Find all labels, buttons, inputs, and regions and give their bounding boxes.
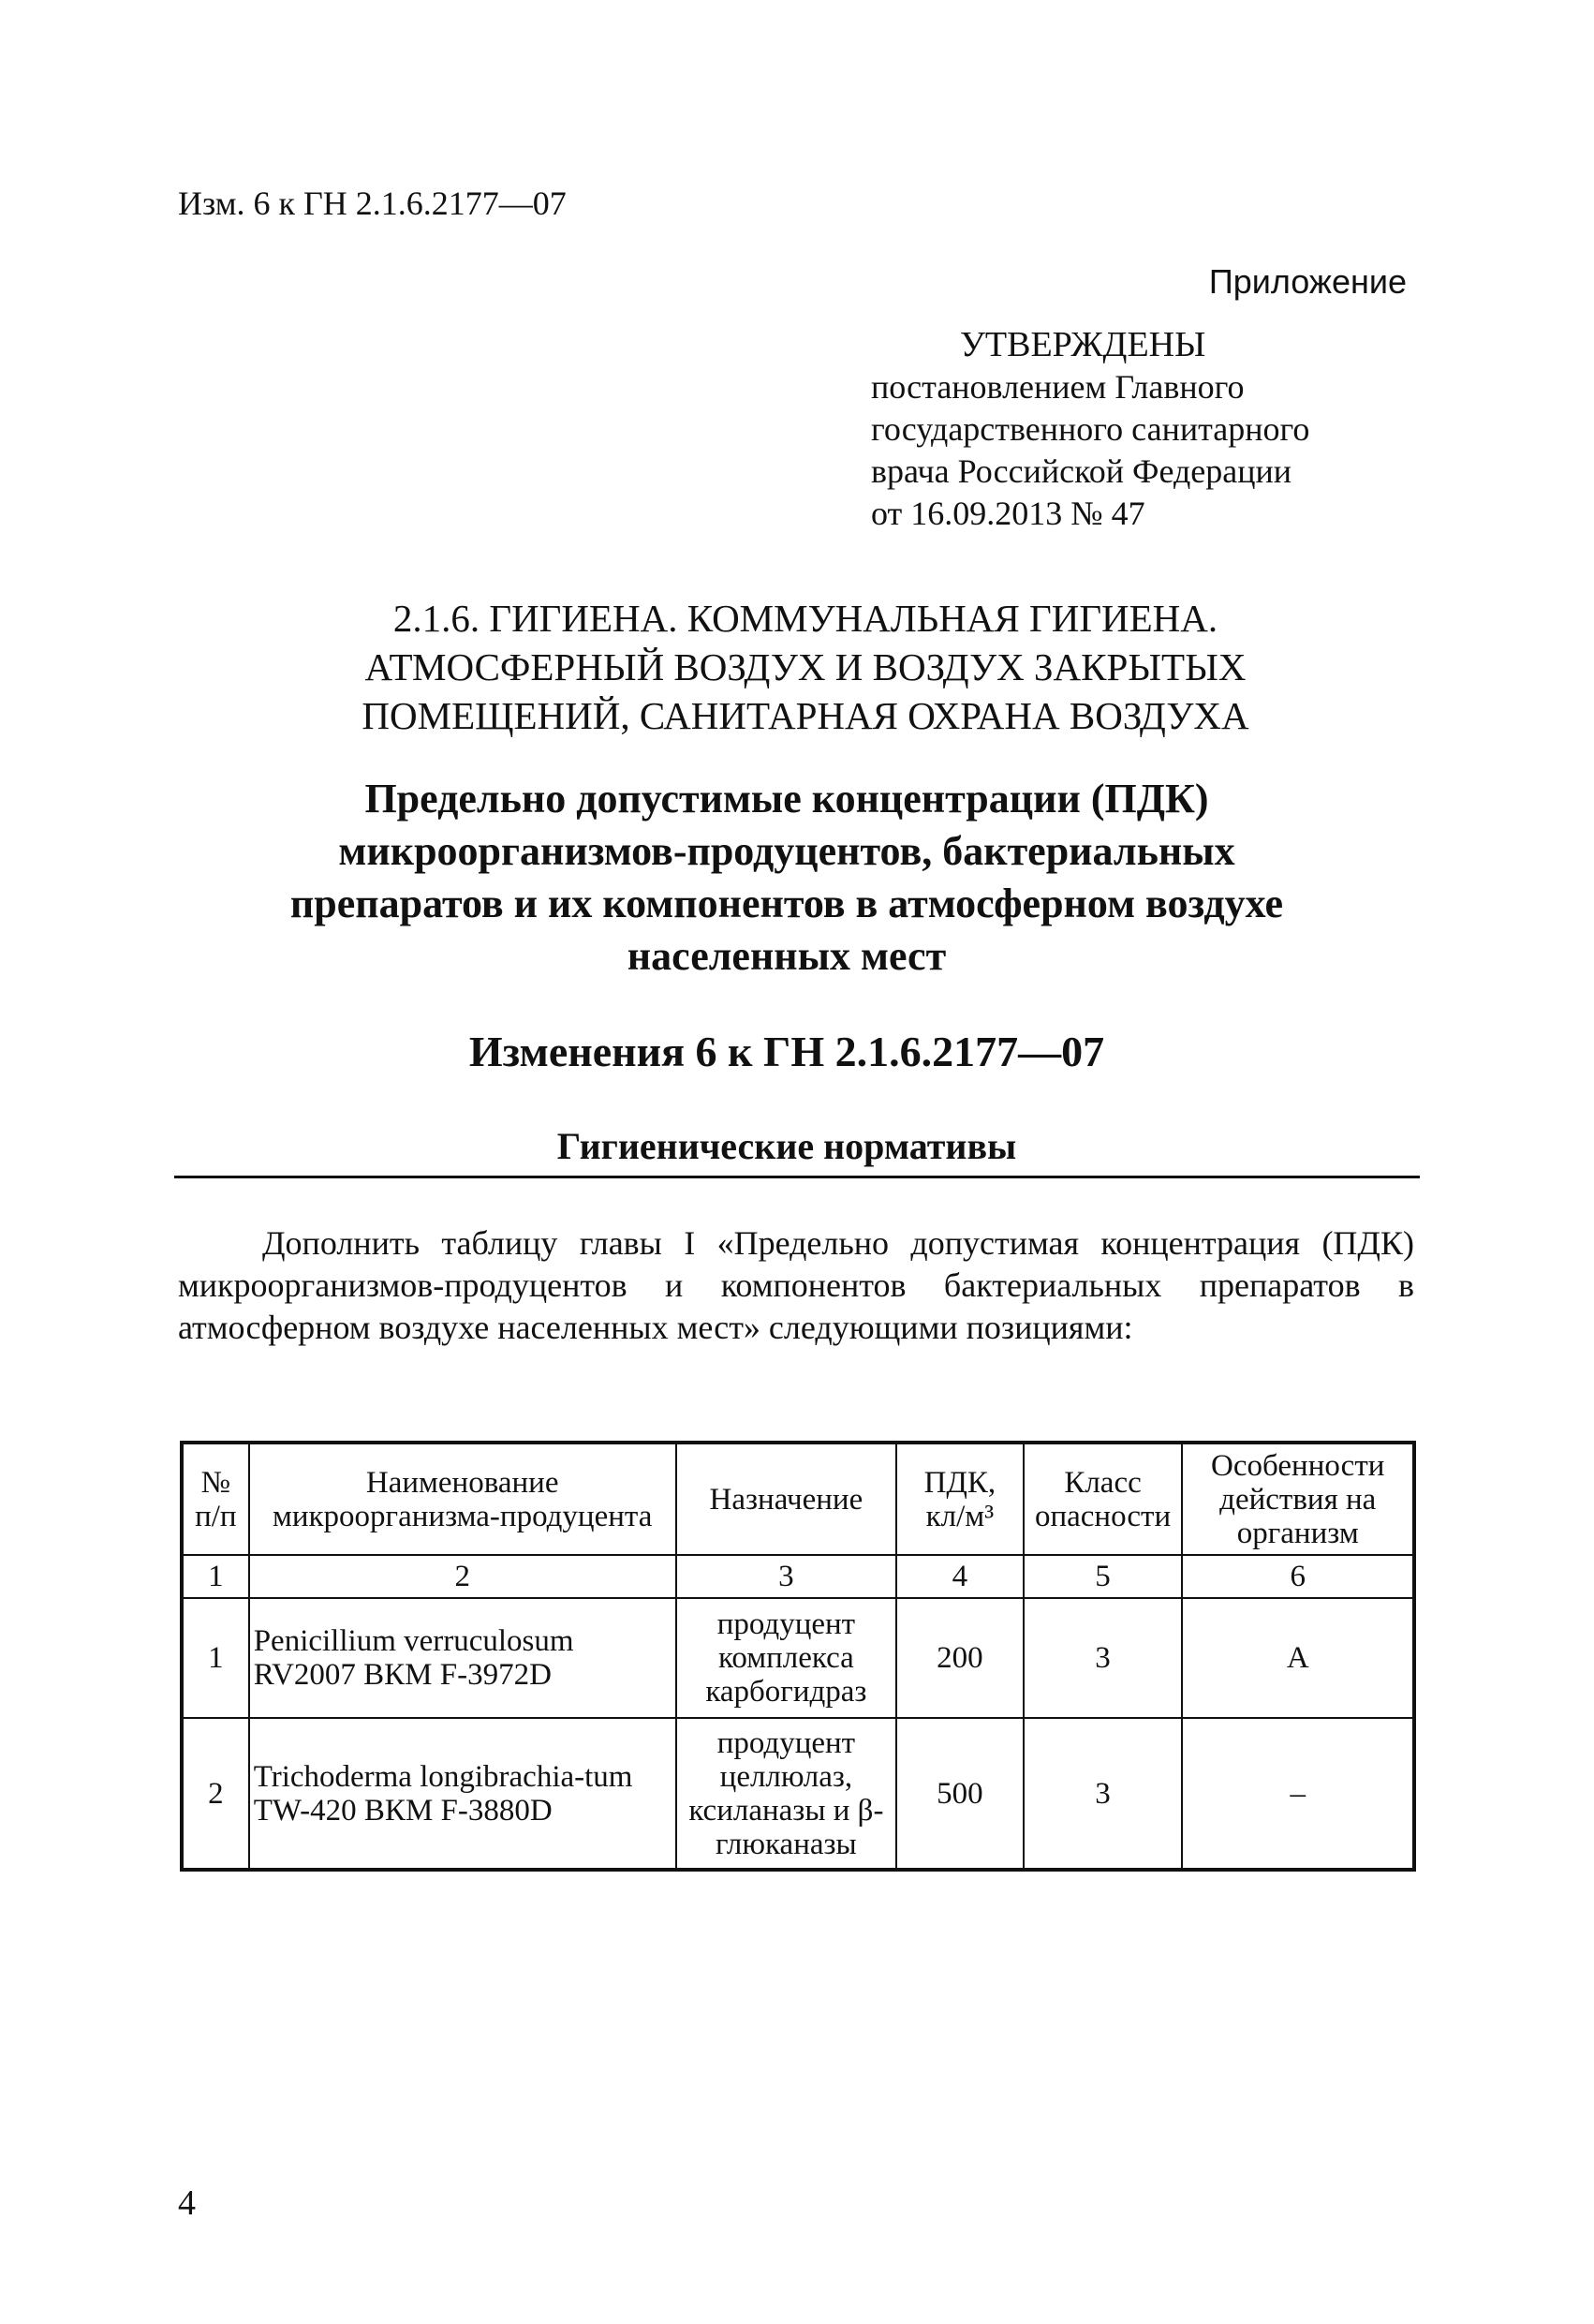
table-row [182, 1718, 1414, 1870]
title-line: населенных мест [627, 933, 947, 979]
table-header-row [182, 1443, 1414, 1555]
approval-block [871, 324, 1358, 535]
header-cell: Назначение [676, 1443, 896, 1555]
page-number: 4 [178, 2183, 196, 2223]
appendix-label: Приложение [1208, 262, 1407, 301]
hazard-class: 3 [1024, 1718, 1183, 1870]
hazard-class: 3 [1024, 1598, 1183, 1718]
header-cell: ПДК, кл/м³ [896, 1443, 1024, 1555]
section-line: 2.1.6. ГИГИЕНА. КОММУНАЛЬНАЯ ГИГИЕНА. [392, 597, 1218, 640]
section-heading [215, 594, 1395, 740]
effect: А [1182, 1598, 1414, 1718]
column-number: 5 [1024, 1555, 1183, 1598]
row-number: 2 [182, 1718, 249, 1870]
column-number: 3 [676, 1555, 896, 1598]
organism-name: Trichoderma longibrachia-tum TW-420 ВКМ F-3880D [249, 1718, 676, 1870]
row-number: 1 [182, 1598, 249, 1718]
header-cell: Класс опасности [1024, 1443, 1183, 1555]
column-number: 2 [249, 1555, 676, 1598]
organism-name: Penicillium verruculosum RV2007 ВКМ F-3972D [249, 1598, 676, 1718]
column-number: 6 [1182, 1555, 1414, 1598]
column-number-row [182, 1555, 1414, 1598]
column-number: 1 [182, 1555, 249, 1598]
title-line: Предельно допустимые концентрации (ПДК) [364, 776, 1209, 822]
approval-line: государственного санитарного [871, 410, 1310, 448]
norms-subtitle: Гигиенические нормативы [556, 1125, 1017, 1167]
approval-date: от 16.09.2013 № 47 [871, 495, 1145, 532]
effect: – [1182, 1718, 1414, 1870]
pdk-value: 500 [896, 1718, 1024, 1870]
pdk-value: 200 [896, 1598, 1024, 1718]
section-line: АТМОСФЕРНЫЙ ВОЗДУХ И ВОЗДУХ ЗАКРЫТЫХ [364, 645, 1247, 688]
approval-title: УТВЕРЖДЕНЫ [960, 325, 1206, 364]
title-line: микроорганизмов-продуцентов, бактериальных [338, 828, 1235, 874]
header-cell: Особенности действия на организм [1182, 1443, 1414, 1555]
title-line: препаратов и их компонентов в атмосферном воздухе [289, 881, 1284, 926]
intro-paragraph: Дополнить таблицу главы I «Предельно допустимая концентрация (ПДК) микроорганизмов-продуцентов и компонентов бактериальных препаратов в атмосферном воздухе населенных мест» следующими позициями: [178, 1224, 1414, 1346]
section-line: ПОМЕЩЕНИЙ, САНИТАРНАЯ ОХРАНА ВОЗДУХА [362, 694, 1249, 737]
document-reference: Изм. 6 к ГН 2.1.6.2177—07 [178, 185, 567, 222]
document-title [159, 773, 1414, 983]
column-number: 4 [896, 1555, 1024, 1598]
approval-line: постановлением Главного [871, 368, 1245, 406]
header-cell: Наименование микроорганизма-продуцента [249, 1443, 676, 1555]
purpose: продуцент комплекса карбогидраз [676, 1598, 896, 1718]
changes-title: Изменения 6 к ГН 2.1.6.2177—07 [468, 1028, 1105, 1075]
table-row [182, 1598, 1414, 1718]
divider [174, 1176, 1420, 1178]
norms-table [180, 1441, 1416, 1872]
header-cell: № п/п [182, 1443, 249, 1555]
approval-line: врача Российской Федерации [871, 452, 1292, 490]
purpose: продуцент целлюлаз, ксиланазы и β-глюканазы [676, 1718, 896, 1870]
